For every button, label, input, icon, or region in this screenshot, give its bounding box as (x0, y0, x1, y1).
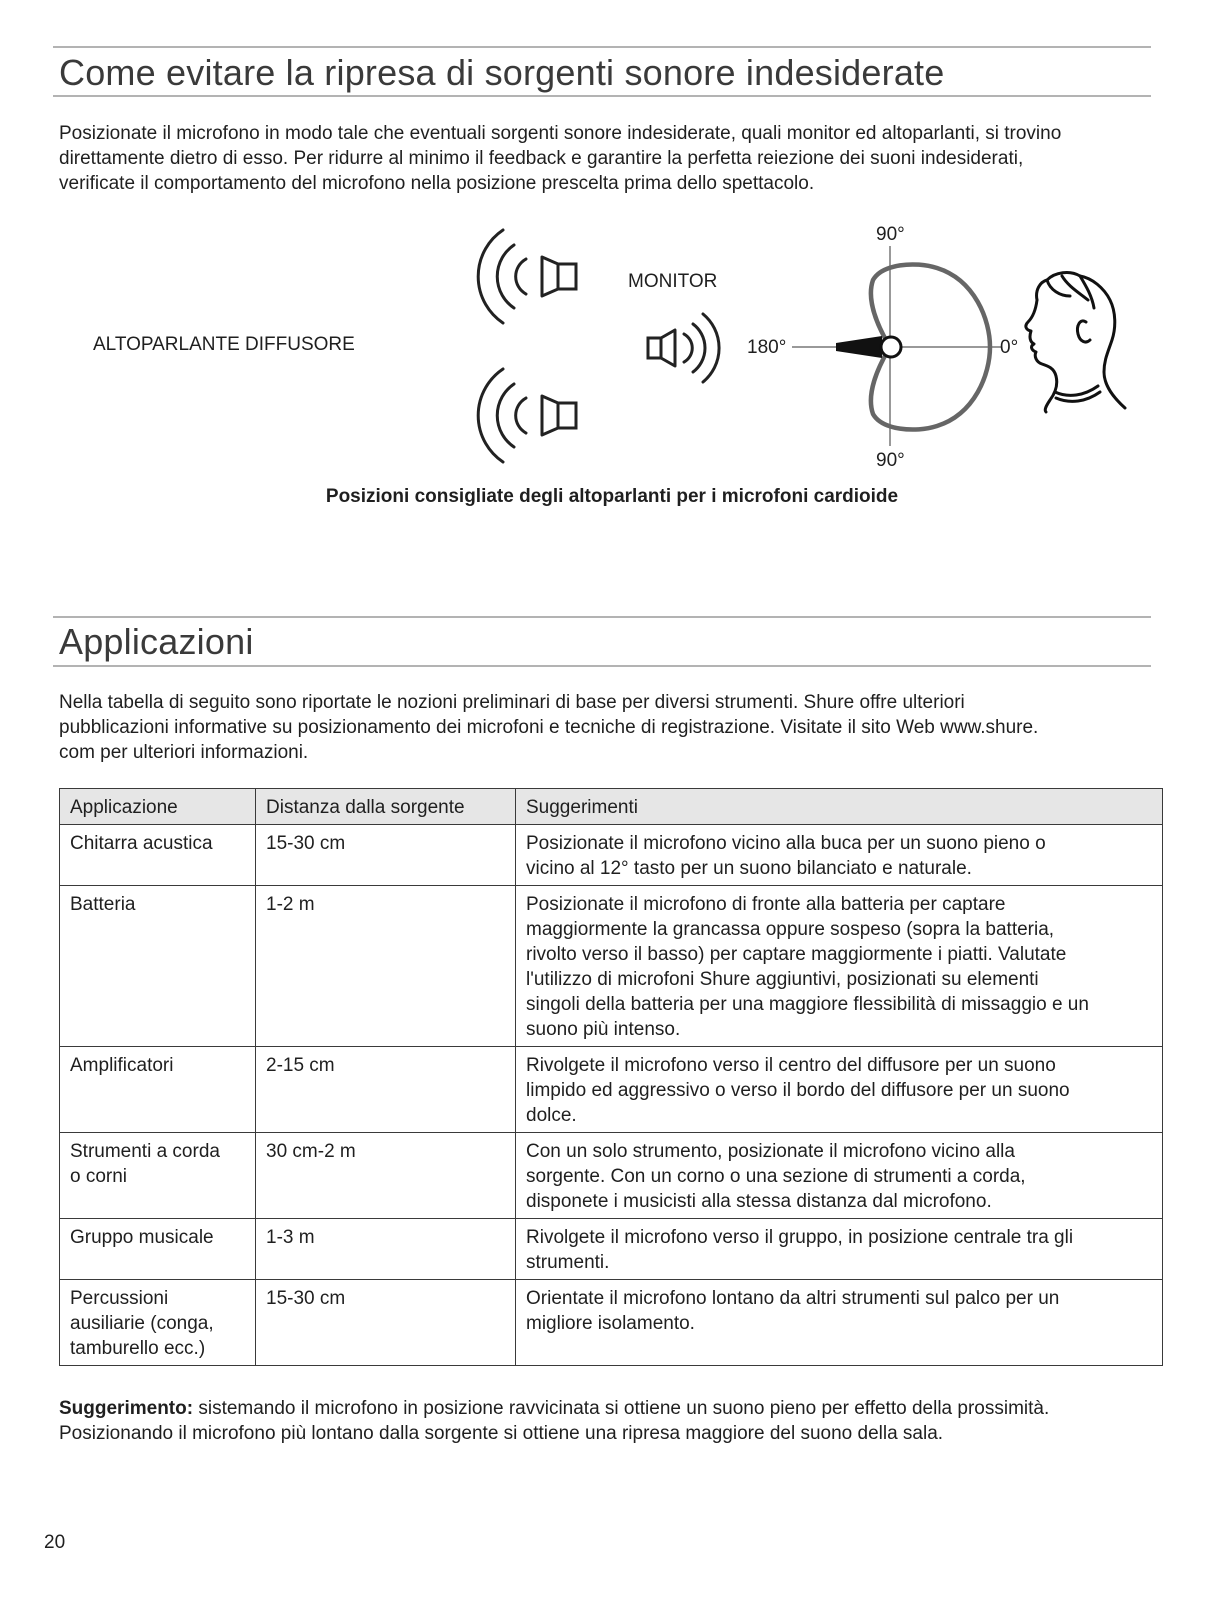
section-title-applications: Applicazioni (59, 621, 254, 662)
tip-paragraph (59, 1396, 1049, 1446)
intro-line: direttamente dietro di esso. Per ridurre al minimo il feedback e garantire la perfetta reiezione dei suoni indesiderati, (59, 148, 1024, 169)
section-title-feedback: Come evitare la ripresa di sorgenti sonore indesiderate (59, 52, 945, 93)
cell-application (60, 1280, 256, 1366)
cell-distance: 30 cm-2 m (256, 1133, 516, 1219)
cell-line: dolce. (526, 1105, 577, 1126)
cell-line: o corni (70, 1166, 128, 1187)
cell-line: Gruppo musicale (70, 1227, 214, 1248)
section-title-underline (53, 665, 1151, 667)
cell-line: maggiormente la grancassa oppure sospeso (sopra la batteria, (526, 919, 1055, 940)
tip-line (59, 1396, 1049, 1421)
cell-line: Strumenti a corda (70, 1141, 220, 1162)
cell-suggestions (516, 1280, 1163, 1366)
cell-line: migliore isolamento. (526, 1313, 695, 1334)
cell-line: strumenti. (526, 1252, 610, 1273)
applications-line: pubblicazioni informative su posizionamento dei microfoni e tecniche di registrazione. Visitate il sito Web www.shure. (59, 717, 1039, 738)
table-header-row (60, 789, 1163, 825)
table-row (60, 825, 1163, 886)
cell-suggestions (516, 886, 1163, 1047)
cell-line: Con un solo strumento, posizionate il microfono vicino alla (526, 1141, 1015, 1162)
table-row (60, 1047, 1163, 1133)
table-row (60, 1133, 1163, 1219)
intro-line: Posizionate il microfono in modo tale che eventuali sorgenti sonore indesiderate, quali monitor ed altoparlanti, si trovino (59, 123, 1062, 144)
cell-line: Rivolgete il microfono verso il gruppo, in posizione centrale tra gli (526, 1227, 1074, 1248)
speaker-icon (478, 369, 576, 462)
applications-line: Nella tabella di seguito sono riportate le nozioni preliminari di base per diversi strumenti. Shure offre ulteriori (59, 692, 965, 713)
cell-line: Posizionate il microfono di fronte alla batteria per captare (526, 894, 1006, 915)
monitor-label: MONITOR (628, 271, 718, 292)
cell-suggestions (516, 1219, 1163, 1280)
cell-line: limpido ed aggressivo o verso il bordo del diffusore per un suono (526, 1080, 1070, 1101)
cell-line: singoli della batteria per una maggiore flessibilità di missaggio e un (526, 994, 1089, 1015)
cell-line: Orientate il microfono lontano da altri strumenti sul palco per un (526, 1288, 1060, 1309)
diagram-caption: Posizioni consigliate degli altoparlanti per i microfoni cardioide (325, 486, 899, 507)
tip-line: Posizionando il microfono più lontano dalla sorgente si ottiene una ripresa maggiore del suono della sala. (59, 1423, 944, 1444)
intro-line: verificate il comportamento del microfono nella posizione prescelta prima dello spettacolo. (59, 173, 815, 194)
column-header-distance: Distanza dalla sorgente (256, 789, 516, 825)
cardioid-speaker-diagram (0, 0, 1224, 480)
table-row (60, 1280, 1163, 1366)
table-row (60, 1219, 1163, 1280)
column-header-suggestions: Suggerimenti (516, 789, 1163, 825)
singer-head-icon (1026, 273, 1125, 412)
cell-suggestions (516, 1047, 1163, 1133)
cell-line: sorgente. Con un corno o una sezione di strumenti a corda, (526, 1166, 1026, 1187)
cell-line: Percussioni (70, 1288, 169, 1309)
cell-application (60, 825, 256, 886)
cell-application (60, 1133, 256, 1219)
cell-distance: 15-30 cm (256, 1280, 516, 1366)
angle-label-right: 0° (1000, 337, 1019, 358)
cell-line: Amplificatori (70, 1055, 174, 1076)
cell-line: disponete i musicisti alla stessa distanza dal microfono. (526, 1191, 992, 1212)
tip-label: Suggerimento: (59, 1398, 194, 1419)
applications-paragraph (59, 690, 1159, 765)
cell-line: suono più intenso. (526, 1019, 681, 1040)
cell-application (60, 886, 256, 1047)
microphone-icon (836, 336, 901, 358)
cell-suggestions (516, 825, 1163, 886)
applications-table (59, 788, 1163, 1366)
cell-distance: 2-15 cm (256, 1047, 516, 1133)
speaker-icon (478, 230, 576, 323)
cell-line: tamburello ecc.) (70, 1338, 206, 1359)
angle-label-top: 90° (876, 224, 905, 245)
cell-application (60, 1047, 256, 1133)
cell-line: Batteria (70, 894, 136, 915)
cell-line: ausiliarie (conga, (70, 1313, 214, 1334)
cell-line: Rivolgete il microfono verso il centro del diffusore per un suono (526, 1055, 1056, 1076)
cell-line: l'utilizzo di microfoni Shure aggiuntivi, posizionati su elementi (526, 969, 1039, 990)
table-body (60, 825, 1163, 1366)
tip-text: sistemando il microfono in posizione ravvicinata si ottiene un suono pieno per effetto della prossimità. (193, 1398, 1050, 1419)
section-top-rule (53, 616, 1151, 618)
monitor-icon (648, 314, 719, 382)
cell-line: rivolto verso il basso) per captare maggiormente i piatti. Valutate (526, 944, 1067, 965)
angle-label-left: 180° (747, 337, 787, 358)
speaker-label: ALTOPARLANTE DIFFUSORE (93, 334, 355, 355)
cell-application (60, 1219, 256, 1280)
page-number: 20 (44, 1532, 66, 1553)
angle-label-bottom: 90° (876, 450, 905, 471)
cell-line: Posizionate il microfono vicino alla buca per un suono pieno o (526, 833, 1046, 854)
table-row (60, 886, 1163, 1047)
cell-line: vicino al 12° tasto per un suono bilanciato e naturale. (526, 858, 972, 879)
cell-distance: 1-3 m (256, 1219, 516, 1280)
applications-line: com per ulteriori informazioni. (59, 742, 309, 763)
cell-distance: 15-30 cm (256, 825, 516, 886)
cell-line: Chitarra acustica (70, 833, 213, 854)
cell-suggestions (516, 1133, 1163, 1219)
cell-distance: 1-2 m (256, 886, 516, 1047)
column-header-application: Applicazione (60, 789, 256, 825)
